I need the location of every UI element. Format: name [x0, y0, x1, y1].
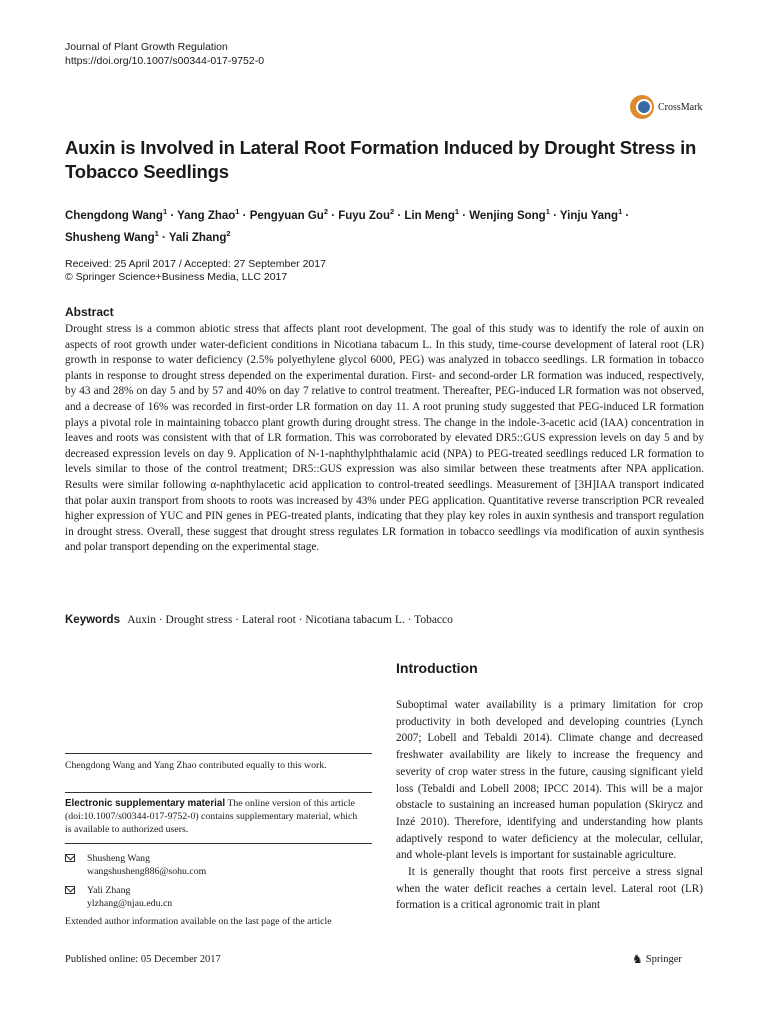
abstract-text: Drought stress is a common abiotic stress that affects plant root development. The goal of this study was to identify the role of auxin on aspects of root growth under water-deficient conditions in Nicotiana tabacum L. In this study, time-course development of lateral root (LR) growth in response to water deficiency (2.5% polyethylene glycol 6000, PEG) was analyzed in tobacco seedlings. LR formation in tobacco plants in response to drought stress depended on the experimental duration. First- and second-order LR formation was induced, respectively, by 43 and 28% on day 5 and by 57 and 40% on day 7 relative to control treatment. Thereafter, PEG-induced LR formation was not observed, and a decrease of 16% was recorded in first-order LR formation on day 11. A root pruning study suggested that PEG-induced LR formation plays a pivotal role in maintaining tobacco plant growth during drought stress. The change in the indole-3-acetic acid (IAA) concentration in leaves and roots was consistent with that of LR formation. This was corroborated by elevated DR5::GUS expression levels on day 5 and by decreased expression levels on day 9. Application of N-1-naphthylphthalamic acid (NPA) to PEG-treated seedlings reduced LR formation to levels similar to those of the control treatment; DR5::GUS expression was also similar between these treatments after NPA application. Results were similar following α-naphthylacetic acid application to control-treated seedlings. Measurement of [3H]IAA transport indicated that polar auxin transport from shoots to roots was increased by 43% under PEG application. Quantitative reverse transcription PCR revealed higher expression of YUC and PIN genes in PEG-treated plants, indicating that they play key roles in auxin synthesis and transport regulation in drought stress. Overall, these suggest that drought stress regulates LR formation in tobacco seedlings via modification of auxin synthesis and polar transport depending on the experimental stage.: [65, 323, 704, 554]
author-list: Chengdong Wang$^1$ · Yang Zhao$^1$ · Pengyuan $Gu^2$ · Fuyu Zou$^2$ · Lin Meng$^1$ · Wenjing Song$^1$ · Yinju Yang$^1$ · Shusheng Wang$^1$ · Yali Zhang$^2$: [65, 207, 630, 244]
author-name: Shusheng Wang: [65, 231, 155, 244]
publisher-name: Springer: [645, 954, 682, 965]
publisher-logo: [632, 952, 682, 967]
footnote-supplementary: [65, 797, 365, 836]
contact-email-link[interactable]: ylzhang@njau.edu.cn: [87, 898, 173, 909]
introduction-paragraph: Suboptimal water availability is a primary limitation for crop productivity in both developed and developing countries (Lynch 2007; Lobell and Tebaldi 2014). Climate change and decreased freshwater availability are likely to increase the frequency and severity of crop water stress in the future, causing significant yield loss (Tebaldi and Lobell 2008; IPCC 2014). This will be a major obstacle to sustaining an increased human population (Skirycz and Inzé 2010). Therefore, identifying and understanding how plants adaptively respond to water deficiency at the molecular, cellular, and whole-plant levels is important for sustainable agriculture.: [396, 699, 703, 862]
esm-text: The online version of this article (doi:10.1007/s00344-017-9752-0) contains supplementary material, which is available to authorized users.: [65, 798, 358, 835]
received-accepted-dates: Received: 25 April 2017 / Accepted: 27 September 2017: [65, 258, 326, 270]
author-affiliation: 1: [235, 207, 240, 216]
contact-name: Shusheng Wang: [87, 853, 150, 864]
mail-icon: [65, 886, 75, 894]
introduction-heading: Introduction: [396, 660, 478, 676]
author-affiliation: 1: [154, 228, 159, 238]
author-affiliation: 1: [618, 207, 623, 216]
author-name: Yang Zhao: [177, 209, 236, 222]
published-online-date: Published online: 05 December 2017: [65, 954, 221, 965]
copyright-notice: © Springer Science+Business Media, LLC 2017: [65, 271, 288, 283]
footnote-divider: [65, 843, 372, 844]
crossmark-label: CrossMark: [658, 101, 703, 113]
extended-author-info-note: Extended author information available on the last page of the article: [65, 916, 332, 927]
keywords-label: Keywords: [65, 614, 120, 626]
springer-horse-icon: ♞: [632, 952, 643, 966]
corresponding-author-contact: [65, 884, 172, 910]
introduction-paragraph: It is generally thought that roots first perceive a stress signal when the water deficit reaches a certain level. Lateral root (LR) formation is a critical agronomic trait in plant: [396, 866, 703, 912]
esm-label: Electronic supplementary material: [65, 798, 226, 809]
footnote-equal-contribution: Chengdong Wang and Yang Zhao contributed equally to this work.: [65, 760, 327, 771]
author-affiliation: 1: [162, 207, 168, 216]
author-affiliation: 2: [323, 207, 328, 216]
author-name: Fuyu Zou: [338, 209, 390, 222]
publication-dates: [65, 258, 326, 284]
author-affiliation: 2: [389, 207, 395, 216]
abstract-heading: Abstract: [65, 305, 114, 319]
author-name: Wenjing Song: [469, 209, 546, 222]
author-name: Yali Zhang: [168, 231, 227, 244]
mail-icon: [65, 854, 75, 862]
journal-doi-link[interactable]: https://doi.org/10.1007/s00344-017-9752-0: [65, 55, 265, 67]
author-name: Chengdong Wang: [65, 209, 163, 222]
footnote-divider: [65, 792, 372, 793]
author-affiliation: 2: [226, 228, 231, 238]
footnote-divider: [65, 753, 372, 754]
crossmark-badge[interactable]: [630, 95, 702, 119]
contact-name: Yali Zhang: [87, 885, 131, 896]
author-name: Yinju Yang: [559, 209, 619, 222]
paper-title: Auxin is Involved in Lateral Root Formation Induced by Drought Stress in Tobacco Seedlings: [65, 137, 697, 182]
keywords-text: Auxin · Drought stress · Lateral root · Nicotiana tabacum L. · Tobacco: [127, 614, 453, 626]
author-name: Lin Meng: [404, 209, 455, 222]
introduction-body: [396, 697, 703, 914]
author-name: Pengyuan Gu: [249, 209, 324, 222]
keywords: [65, 614, 453, 626]
crossmark-icon: [630, 95, 654, 119]
author-affiliation: 1: [545, 207, 550, 216]
contact-email-link[interactable]: wangshusheng886@sohu.com: [87, 866, 207, 877]
author-affiliation: 1: [454, 207, 460, 216]
corresponding-author-contact: [65, 852, 206, 878]
journal-name: Journal of Plant Growth Regulation: [65, 41, 228, 53]
journal-header: [65, 40, 264, 68]
